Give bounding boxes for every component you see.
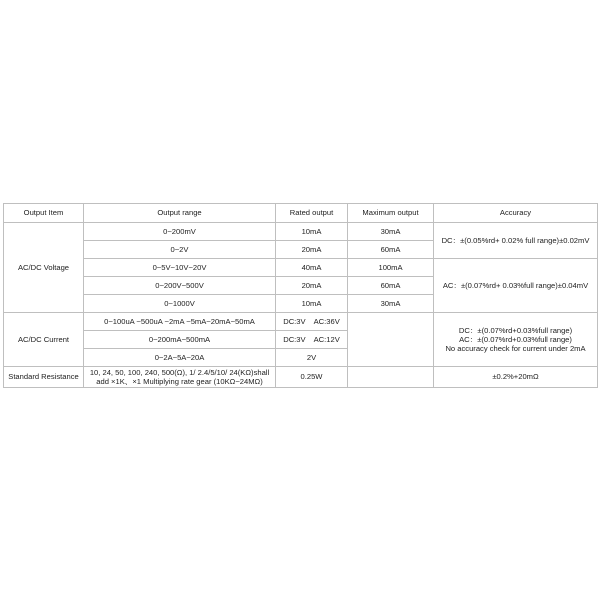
current-accuracy-ac: AC：±(0.07%rd+0.03%full range) — [459, 334, 572, 344]
voltage-max-cell: 30mA — [348, 295, 434, 313]
current-accuracy-dc: DC：±(0.07%rd+0.03%full range) — [458, 325, 573, 335]
voltage-range-cell: 0~5V~10V~20V — [84, 259, 276, 277]
voltage-range-cell: 0~200mV — [84, 223, 276, 241]
voltage-rated-cell: 10mA — [276, 223, 348, 241]
voltage-accuracy-dc-cell: DC：±(0.05%rd+ 0.02% full range)±0.02mV — [434, 223, 598, 259]
voltage-max-cell: 60mA — [348, 277, 434, 295]
current-accuracy-note: No accuracy check for current under 2mA — [445, 344, 586, 354]
header-output-range: Output range — [84, 204, 276, 223]
resistance-accuracy-cell: ±0.2%+20mΩ — [434, 367, 598, 388]
current-max-cell — [348, 313, 434, 367]
voltage-rated-cell: 10mA — [276, 295, 348, 313]
voltage-rated-cell: 20mA — [276, 277, 348, 295]
header-rated-output: Rated output — [276, 204, 348, 223]
current-range-cell: 0~100uA ~500uA ~2mA ~5mA~20mA~50mA — [84, 313, 276, 331]
header-maximum-output: Maximum output — [348, 204, 434, 223]
resistance-range-line: add ×1K、×1 Multiplying rate gear (10KΩ~24MΩ) — [96, 377, 263, 386]
resistance-range-cell — [84, 367, 276, 388]
current-rated-cell: DC:3V AC:12V — [276, 331, 348, 349]
table-row — [4, 259, 598, 277]
resistance-range-line: 10, 24, 50, 100, 240, 500(Ω), 1/ 2.4/5/10/ 24(KΩ)shall — [89, 367, 270, 377]
resistance-max-cell — [348, 367, 434, 388]
voltage-accuracy-ac-cell: AC：±(0.07%rd+ 0.03%full range)±0.04mV — [434, 259, 598, 313]
voltage-rated-cell: 40mA — [276, 259, 348, 277]
current-rated-cell: 2V — [276, 349, 348, 367]
table-row — [4, 223, 598, 241]
table-row — [4, 367, 598, 388]
header-accuracy: Accuracy — [434, 204, 598, 223]
voltage-range-cell: 0~200V~500V — [84, 277, 276, 295]
resistance-rated-cell: 0.25W — [276, 367, 348, 388]
current-rated-cell: DC:3V AC:36V — [276, 313, 348, 331]
voltage-max-cell: 60mA — [348, 241, 434, 259]
resistance-item-cell: Standard Resistance — [4, 367, 84, 388]
voltage-range-cell: 0~1000V — [84, 295, 276, 313]
voltage-max-cell: 100mA — [348, 259, 434, 277]
header-output-item: Output Item — [4, 204, 84, 223]
spec-table — [3, 203, 598, 388]
voltage-max-cell: 30mA — [348, 223, 434, 241]
header-row — [4, 204, 598, 223]
current-range-cell: 0~200mA~500mA — [84, 331, 276, 349]
voltage-rated-cell: 20mA — [276, 241, 348, 259]
current-item-cell: AC/DC Current — [4, 313, 84, 367]
current-accuracy-cell — [434, 313, 598, 367]
table-row — [4, 313, 598, 331]
current-range-cell: 0~2A~5A~20A — [84, 349, 276, 367]
voltage-item-cell: AC/DC Voltage — [4, 223, 84, 313]
voltage-range-cell: 0~2V — [84, 241, 276, 259]
